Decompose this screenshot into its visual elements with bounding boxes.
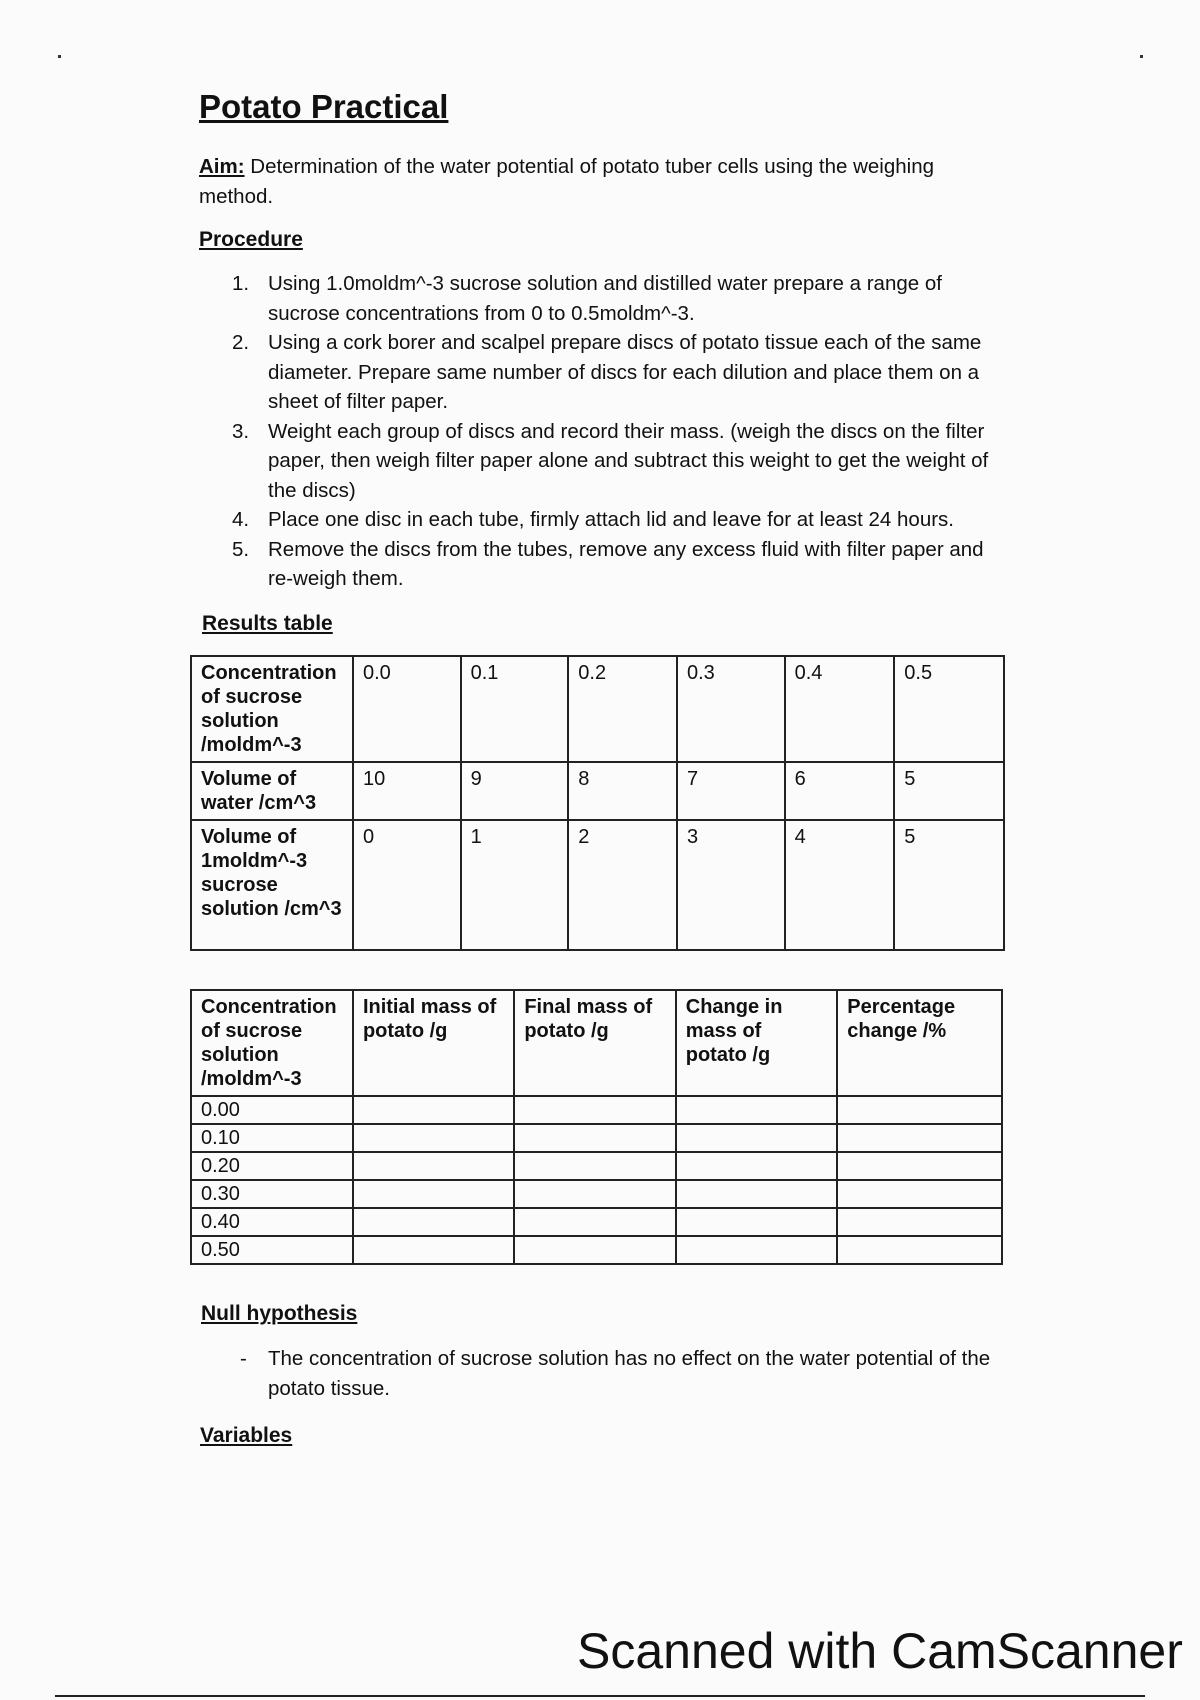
table-cell [353, 1152, 514, 1180]
row-label: Concentration of sucrose solution /moldm^-3 [191, 656, 353, 762]
table-row [191, 1236, 1002, 1264]
step-number: 5. [232, 537, 250, 561]
page-title: Potato Practical [199, 88, 449, 125]
procedure-step [232, 417, 992, 506]
results-heading: Results table [202, 612, 333, 635]
column-header: Percentage change /% [837, 990, 1002, 1096]
bottom-rule [55, 1695, 1145, 1697]
table-cell: 5 [894, 762, 1004, 820]
table-cell [676, 1180, 837, 1208]
dilution-table [190, 655, 1005, 951]
table-row [191, 820, 1004, 950]
table-cell: 0 [353, 820, 461, 950]
table-cell [514, 1180, 675, 1208]
table-cell [676, 1208, 837, 1236]
scan-dot [1140, 55, 1143, 58]
table-cell [676, 1152, 837, 1180]
column-header: Change in mass of potato /g [676, 990, 837, 1096]
table-cell: 3 [677, 820, 785, 950]
aim-text: Determination of the water potential of potato tuber cells using the weighing method. [199, 155, 935, 208]
table-cell: 8 [568, 762, 677, 820]
table-cell: 0.20 [191, 1152, 353, 1180]
null-hypothesis-item [240, 1344, 1028, 1404]
column-header: Concentration of sucrose solution /moldm^-3 [191, 990, 353, 1096]
step-number: 2. [232, 331, 250, 354]
table-row [191, 762, 1004, 820]
table-row [191, 1096, 1002, 1124]
table-cell: 2 [568, 820, 677, 950]
table-cell [676, 1096, 837, 1124]
step-text: Using a cork borer and scalpel prepare discs of potato tissue each of the same diameter. Prepare same number of discs for each dilution and place them on a sheet of filter paper. [268, 331, 982, 413]
table-cell [514, 1152, 675, 1180]
table-cell: 10 [353, 762, 461, 820]
procedure-step [232, 269, 992, 328]
table-cell [837, 1152, 1002, 1180]
procedure-heading: Procedure [199, 228, 303, 251]
table-row [191, 1124, 1002, 1152]
table-cell [353, 1236, 514, 1264]
procedure-step [232, 328, 992, 417]
row-label: Volume of 1moldm^-3 sucrose solution /cm^3 [191, 820, 353, 950]
procedure-step [232, 535, 992, 594]
table-cell: 0.5 [894, 656, 1004, 762]
table-cell [676, 1236, 837, 1264]
step-text: Using 1.0moldm^-3 sucrose solution and distilled water prepare a range of sucrose concentrations from 0 to 0.5moldm^-3. [268, 272, 942, 325]
null-hypothesis-text: The concentration of sucrose solution has no effect on the water potential of the potato tissue. [268, 1347, 991, 1400]
camscanner-watermark: Scanned with CamScanner [577, 1623, 1183, 1679]
table-row [191, 1208, 1002, 1236]
table-row [191, 1152, 1002, 1180]
procedure-list [232, 269, 992, 594]
table-cell [514, 1236, 675, 1264]
column-header: Initial mass of potato /g [353, 990, 514, 1096]
table-cell: 4 [785, 820, 895, 950]
table-cell [837, 1180, 1002, 1208]
procedure-step [232, 505, 992, 535]
table-cell: 0.10 [191, 1124, 353, 1152]
mass-table [190, 989, 1003, 1265]
table-row [191, 656, 1004, 762]
row-label: Volume of water /cm^3 [191, 762, 353, 820]
table-cell [353, 1208, 514, 1236]
step-text: Remove the discs from the tubes, remove any excess fluid with filter paper and re-weigh them. [268, 537, 984, 590]
table-cell: 0.0 [353, 656, 461, 762]
table-cell: 0.3 [677, 656, 785, 762]
step-number: 1. [232, 272, 250, 295]
table-cell: 1 [461, 820, 569, 950]
column-header: Final mass of potato /g [514, 990, 675, 1096]
table-cell [837, 1124, 1002, 1152]
table-cell: 0.00 [191, 1096, 353, 1124]
table-cell: 6 [785, 762, 895, 820]
step-text: Weight each group of discs and record their mass. (weigh the discs on the filter paper, then weigh filter paper alone and subtract this weight to get the weight of the discs) [268, 419, 989, 502]
table-cell: 0.40 [191, 1208, 353, 1236]
null-hypothesis-heading: Null hypothesis [201, 1302, 358, 1325]
table-cell: 0.50 [191, 1236, 353, 1264]
table-cell [514, 1124, 675, 1152]
step-number: 4. [232, 508, 250, 531]
aim-label: Aim: [199, 155, 245, 178]
scan-dot [58, 55, 61, 58]
table-cell [353, 1096, 514, 1124]
table-cell [837, 1096, 1002, 1124]
step-text: Place one disc in each tube, firmly attach lid and leave for at least 24 hours. [268, 508, 954, 531]
bullet-dash: - [240, 1347, 247, 1370]
table-cell: 0.1 [461, 656, 569, 762]
table-cell: 0.30 [191, 1180, 353, 1208]
table-cell: 0.4 [785, 656, 895, 762]
table-cell [837, 1236, 1002, 1264]
table-cell: 7 [677, 762, 785, 820]
table-cell: 0.2 [568, 656, 677, 762]
table-cell [514, 1096, 675, 1124]
table-cell [353, 1124, 514, 1152]
aim-paragraph [199, 152, 989, 212]
table-row [191, 1180, 1002, 1208]
table-cell: 9 [461, 762, 569, 820]
table-cell [353, 1180, 514, 1208]
table-cell [514, 1208, 675, 1236]
table-cell [837, 1208, 1002, 1236]
table-header-row [191, 990, 1002, 1096]
table-cell [676, 1124, 837, 1152]
step-number: 3. [232, 419, 250, 443]
table-cell: 5 [894, 820, 1004, 950]
variables-heading: Variables [200, 1424, 293, 1447]
